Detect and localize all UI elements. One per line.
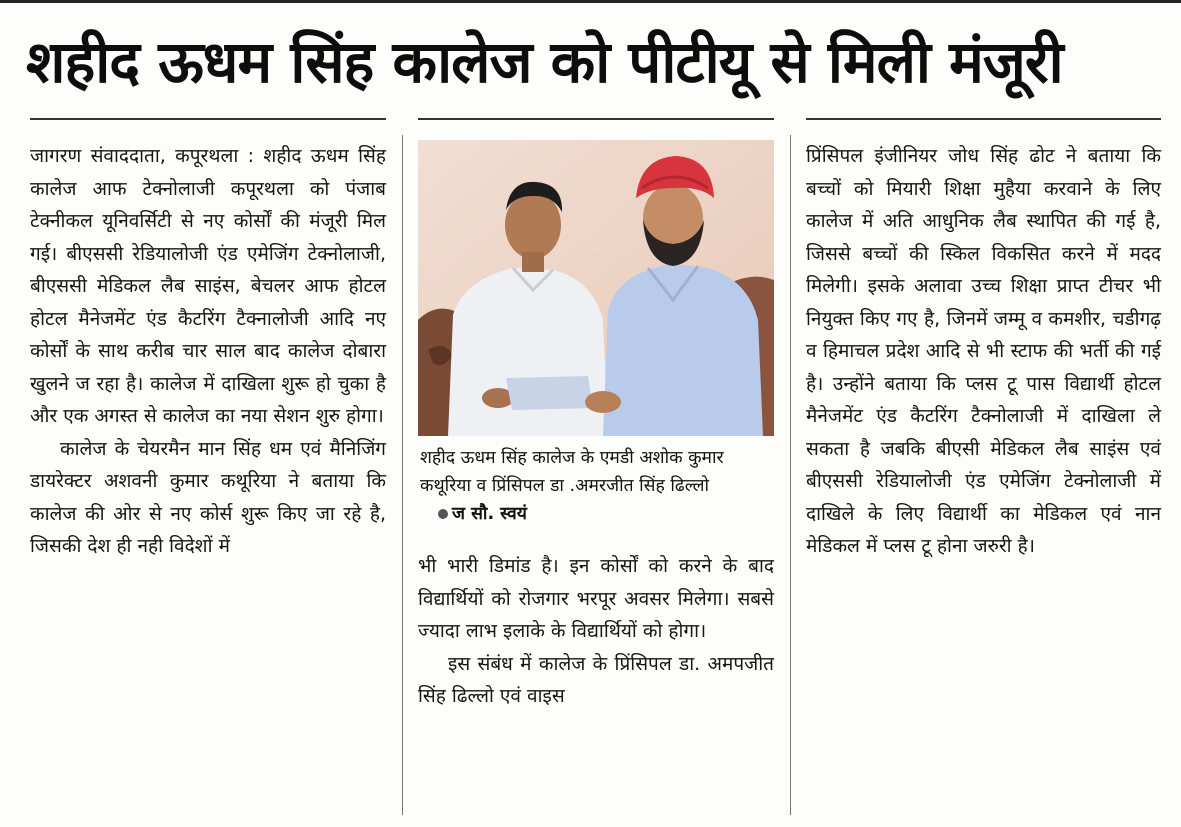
photo-credit [438,500,527,528]
bullet-icon [438,509,448,519]
article-paragraph: भी भारी डिमांड है। इन कोर्सों को करने के बाद विद्यार्थियों को रोजगार भरपूर अवसर मिलेगा। सबसे ज्यादा लाभ इलाके के विद्यार्थियों को होगा। [418,555,774,642]
column-divider-1 [402,135,403,815]
article-column-3 [806,140,1161,563]
article-paragraph: प्रिंसिपल इंजीनियर जोध सिंह ढोट ने बताया कि बच्चों को मियारी शिक्षा मुहैया करवाने के लिए कालेज में अति आधुनिक लैब स्थापित की गई है, जिससे बच्चों की स्किल विकसित करने में मदद मिलेगी। इसके अलावा उच्च शिक्षा प्राप्त टीचर भी नियुक्त किए गए है, जिनमें जम्मू व कमशीर, चडीगढ़ व हिमाचल प्रदेश आदि से भी स्टाफ की भर्ती की गई है। उन्होंने बताया कि प्लस टू पास विद्यार्थी होटल मैनेजमेंट एंड कैटरिंग टैक्नोलाजी में दाखिला ले सकता है जबकि बीएसी मेडिकल लैब साइंस एवं बीएससी रेडियालोजी एंड एमेजिंग टेक्नोलाजी में दाखिले के लिए विद्यार्थी का मेडिकल एवं नान मेडिकल में प्लस टू होना जरुरी है। [806,145,1161,557]
article-paragraph: कालेज के चेयरमैन मान सिंह धम एवं मैनिजिंग डायरेक्टर अशवनी कुमार कथूरिया ने बताया कि कालेज की ओर से नए कोर्स शुरू किए जा रहे है, जिसकी देश ही नही विदेशों में [30,437,386,557]
article-paragraph: इस संबंध में कालेज के प्रिंसिपल डा. अमपजीत सिंह ढिल्लो एवं वाइस [418,652,774,707]
photo-caption [420,444,770,528]
photo-illustration [418,140,774,436]
credit-text: ज सौ. स्वयं [452,504,527,524]
column-rule-1 [30,118,386,120]
news-photo [418,140,774,436]
column-rule-3 [806,118,1161,120]
top-border [0,0,1181,3]
column-divider-2 [790,135,791,815]
article-column-1 [30,140,386,563]
headline: शहीद ऊधम सिंह कालेज को पीटीयू से मिली मंजूरी [26,28,1063,96]
caption-text: शहीद ऊधम सिंह कालेज के एमडी अशोक कुमार कथूरिया व प्रिंसिपल डा .अमरजीत सिंह ढिल्लो [420,448,724,496]
article-column-2 [418,550,774,713]
article-paragraph: जागरण संवाददाता, कपूरथला : शहीद ऊधम सिंह कालेज आफ टेक्नोलाजी कपूरथला को पंजाब टेक्नीकल यूनिवर्सिटी से नए कोर्सों की मंजूरी मिल गई। बीएससी रेडियालोजी एंड एमेजिंग टेक्नोलाजी, बीएससी मेडिकल लैब साइंस, बेचलर आफ होटल होटल मैनेजमेंट एंड कैटरिंग टैक्नालोजी आदि नए कोर्सों के साथ करीब चार साल बाद कालेज दोबारा खुलने ज रहा है। कालेज में दाखिला शुरू हो चुका है और एक अगस्त से कालेज का नया सेशन शुरु होगा। [30,145,386,427]
column-rule-2 [418,118,774,120]
